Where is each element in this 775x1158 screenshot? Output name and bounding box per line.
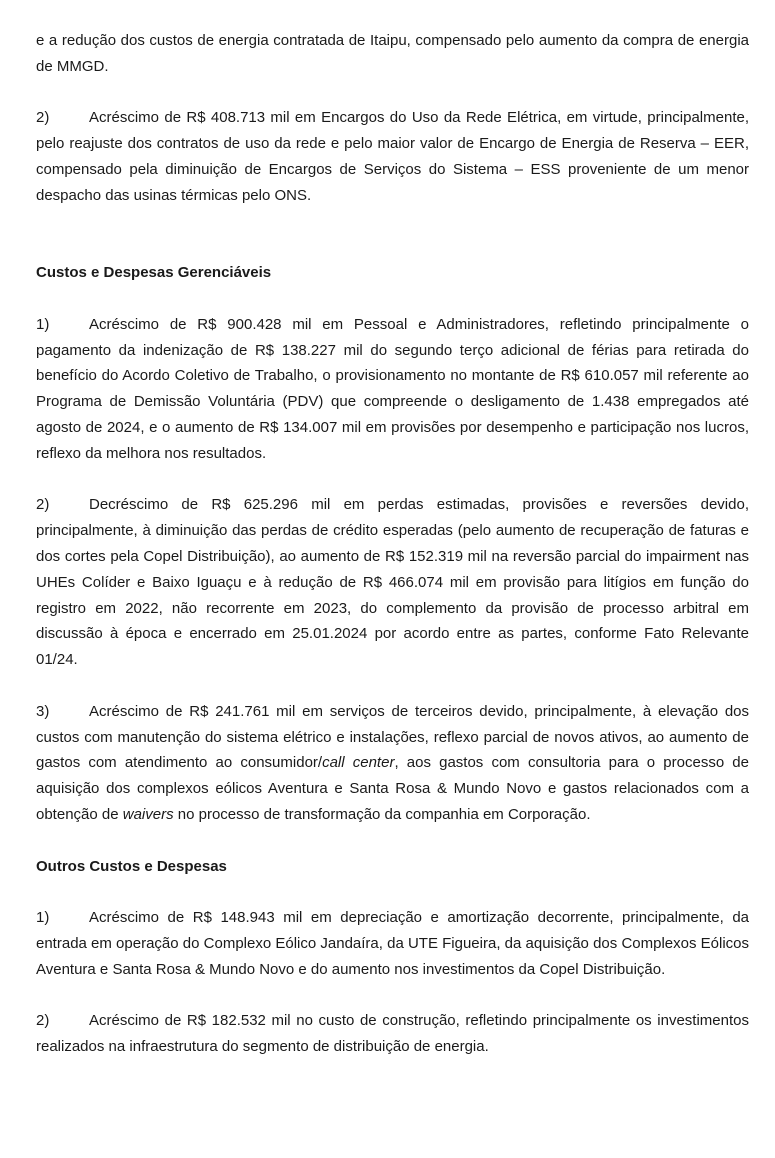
item-text: Acréscimo de R$ 182.532 mil no custo de construção, refletindo principalmente os investimentos realizados na infraestrutura do segmento de distribuição de energia. <box>36 1012 749 1056</box>
item-number: 2) <box>36 1012 50 1030</box>
encargos-item <box>36 105 749 208</box>
item-text-part: , aos gastos com consultoria para o processo de aquisição dos complexos eólicos Aventura e Santa Rosa & Mundo Novo e gastos relacionados com a obtenção de <box>36 754 749 823</box>
gerenciaveis-item-1 <box>36 312 749 467</box>
item-text-part: Acréscimo de R$ 241.761 mil em serviços de terceiros devido, principalmente, à elevação dos custos com manutenção do sistema elétrico e instalações, reflexo parcial de novos ativos, ao aumento de gastos com atendimento ao consumidor/ <box>36 702 749 772</box>
outros-item-2 <box>36 1008 749 1060</box>
item-number: 2) <box>36 109 50 127</box>
item-italic-term: call center <box>322 754 395 772</box>
item-text: Decréscimo de R$ 625.296 mil em perdas estimadas, provisões e reversões devido, principalmente, à diminuição das perdas de crédito esperadas (pelo aumento de recuperação de faturas e dos cortes pela Copel Distribuição), ao aumento de R$ 152.319 mil na reversão parcial do impairment nas UHEs Colíder e Baixo Iguaçu e à redução de R$ 466.074 mil em provisão para litígios em função do registro em 2022, não recorrente em 2023, do complemento da provisão de processo arbitral em discussão à época e encerrado em 25.01.2024 por acordo entre as partes, conforme Fato Relevante 01/24. <box>36 496 749 669</box>
item-number: 3) <box>36 702 50 720</box>
section-heading-gerenciaveis: Custos e Despesas Gerenciáveis <box>36 264 272 282</box>
item-text-part: no processo de transformação da companhia em Corporação. <box>173 805 591 823</box>
item-number: 1) <box>36 315 50 333</box>
outros-item-1 <box>36 905 749 982</box>
item-text: Acréscimo de R$ 900.428 mil em Pessoal e Administradores, refletindo principalmente o pagamento da indenização de R$ 138.227 mil do segundo terço adicional de férias para retirada do benefício do Acordo Coletivo de Trabalho, o provisionamento no montante de R$ 610.057 mil referente ao Programa de Demissão Voluntária (PDV) que compreende o desligamento de 1.438 empregados até agosto de 2024, e o aumento de R$ 134.007 mil em provisões por desempenho e participação nos lucros, reflexo da melhora nos resultados. <box>36 315 749 462</box>
section-heading-outros: Outros Custos e Despesas <box>36 857 227 875</box>
intro-paragraph: e a redução dos custos de energia contratada de Itaipu, compensado pelo aumento da compra de energia de MMGD. <box>36 32 749 75</box>
item-italic-term: waivers <box>122 805 174 823</box>
item-text: Acréscimo de R$ 408.713 mil em Encargos do Uso da Rede Elétrica, em virtude, principalmente, pelo reajuste dos contratos de uso da rede e pelo maior valor de Encargo de Energia de Reserva – EER, compensado pela diminuição de Encargos de Serviços do Sistema – ESS proveniente de um menor despacho das usinas térmicas pelo ONS. <box>36 109 749 204</box>
item-number: 2) <box>36 496 50 514</box>
gerenciaveis-item-2 <box>36 492 749 673</box>
gerenciaveis-item-3 <box>36 699 749 828</box>
document-page <box>36 28 749 1060</box>
item-text: Acréscimo de R$ 148.943 mil em depreciação e amortização decorrente, principalmente, da entrada em operação do Complexo Eólico Jandaíra, da UTE Figueira, da aquisição dos Complexos Eólicos Aventura e Santa Rosa & Mundo Novo e do aumento nos investimentos da Copel Distribuição. <box>36 909 749 978</box>
item-number: 1) <box>36 909 50 927</box>
